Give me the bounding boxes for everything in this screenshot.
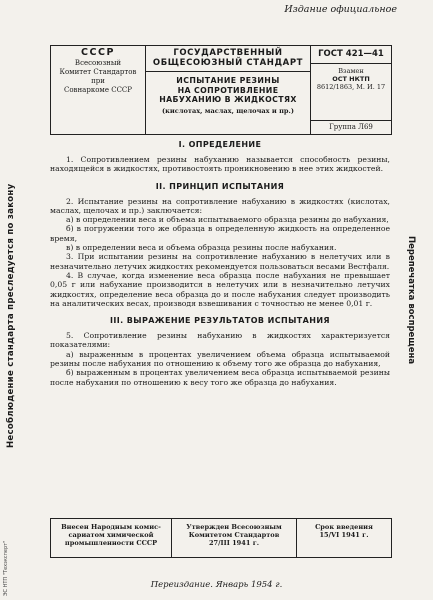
footer-line: Срок введения: [315, 523, 373, 531]
footer-line: 27/III 1941 г.: [208, 539, 260, 547]
legal-notice: Несоблюдение стандарта преследуется по закону: [6, 183, 16, 448]
committee-line: Комитет Стандартов: [59, 68, 137, 76]
paragraph: а) выраженным в процентах увеличением объема образца испытываемой резины после набухания по отношению к объему того же образца до набухания,: [50, 349, 390, 369]
paragraph: б) в погружении того же образца в определенную жидкость на определенное время,: [50, 224, 390, 243]
approval-footer: [50, 518, 392, 558]
document-title: [146, 72, 310, 105]
title-line: НАБУХАНИЮ В ЖИДКОСТЯХ: [159, 95, 297, 104]
footer-line: сариатом химической: [68, 531, 154, 539]
effective-date: [297, 519, 391, 557]
paragraph: 1. Сопротивлением резины набуханию называется способность резины, находящейся в жидкостях, противостоять проникновению в нее этих жидкостей.: [50, 155, 390, 174]
committee-line: при: [91, 77, 105, 85]
document-subtitle: (кислотах, маслах, щелочах и пр.): [162, 106, 294, 115]
section-heading: I. ОПРЕДЕЛЕНИЕ: [178, 140, 262, 149]
footer-line: 15/VI 1941 г.: [319, 531, 369, 539]
standard-header: [50, 45, 392, 135]
paragraph: 5. Сопротивление резины набуханию в жидкостях характеризуется показателями:: [50, 331, 390, 350]
reprint-notice: Перепечатка воспрещена: [406, 236, 416, 365]
replaces-code: ОСТ НКТП: [332, 75, 370, 83]
replaces-label: Взамен: [338, 67, 364, 75]
paragraph: в) в определении веса и объема образца резины после набухания.: [66, 243, 337, 253]
committee-line: Всесоюзный: [74, 59, 122, 67]
group-code: Группа Л69: [311, 120, 391, 134]
standard-kind-line: ОБЩЕСОЮЗНЫЙ СТАНДАРТ: [152, 58, 304, 68]
footer-line: Комитетом Стандартов: [188, 531, 280, 539]
introduced-by: [51, 519, 172, 557]
footer-line: промышленности СССР: [64, 539, 158, 547]
footer-line: Утвержден Всесоюзным: [186, 523, 282, 531]
replaces-number: 8612/1863, М. И. 17: [316, 83, 386, 91]
edition-note: Издание официальное: [284, 4, 397, 15]
reissue-note: Переиздание. Январь 1954 г.: [150, 580, 283, 590]
committee-line: Совнаркоме СССР: [63, 86, 132, 94]
title-line: НА СОПРОТИВЛЕНИЕ: [177, 85, 279, 95]
standard-title-block: [146, 46, 311, 134]
paragraph: 4. В случае, когда изменение веса образца после набухания не превышает 0,05 г или набухание производится в нелетучих или в незначительно летучих жидкостях, определение веса образца до и после набухания следует производить на аналитических весах, производя взвешивания с точностью не менее 0,01 г.: [50, 270, 390, 308]
country-label: СССР: [81, 47, 115, 58]
issuing-authority: [51, 46, 146, 134]
replaces-block: [311, 64, 391, 120]
paragraph: 2. Испытание резины на сопротивление набуханию в жидкостях (кислотах, маслах, щелочах и пр.) заключается:: [50, 196, 390, 215]
paragraph: б) выраженным в процентах увеличением веса образца испытываемой резины после набухания по отношению к весу того же образца до набухания.: [50, 368, 390, 387]
standard-codes: [311, 46, 391, 134]
document-body: [50, 140, 390, 387]
paragraph: а) в определении веса и объема испытываемого образца резины до набухания,: [66, 215, 389, 225]
paragraph: 3. При испытании резины на сопротивление набуханию в нелетучих или в незначительно летучих жидкостях рекомендуется пользоваться весами Вестфаля.: [50, 252, 390, 271]
source-stamp: ЭС НТП "Техэксперт": [3, 540, 9, 596]
section-heading: II. ПРИНЦИП ИСПЫТАНИЯ: [155, 181, 285, 191]
approved-by: [172, 519, 297, 557]
footer-line: Внесен Народным комис-: [61, 523, 161, 531]
gost-number: ГОСТ 421—41: [311, 46, 391, 64]
title-line: ИСПЫТАНИЕ РЕЗИНЫ: [176, 76, 280, 85]
standard-kind: [146, 46, 310, 72]
standard-kind-line: ГОСУДАРСТВЕННЫЙ: [173, 48, 283, 58]
section-heading: III. ВЫРАЖЕНИЕ РЕЗУЛЬТАТОВ ИСПЫТАНИЯ: [110, 316, 330, 326]
